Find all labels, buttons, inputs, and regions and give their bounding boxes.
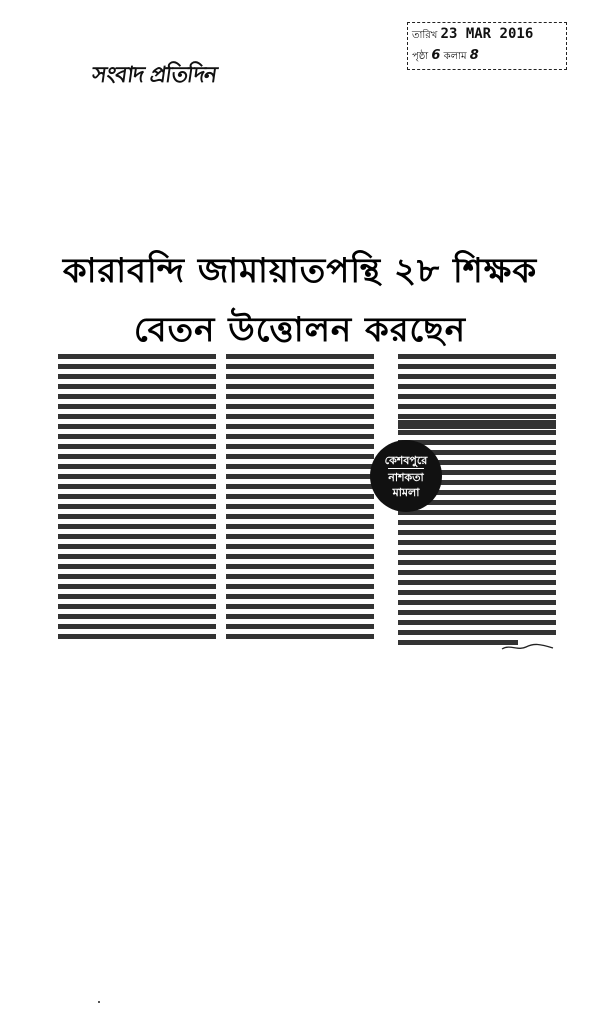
stamp-page-number: 6 [431,48,441,63]
handwritten-mark [500,642,555,652]
stamp-page-row [412,48,479,66]
stamp-page-label: পৃষ্ঠা [412,51,429,62]
kicker-line-1: কেশবপুরে [384,453,428,467]
kicker-badge [370,440,442,512]
illegible-text-texture [226,352,376,652]
stamp-date-label: তারিখ [412,30,438,41]
article-column-1 [58,352,218,652]
stamp-date-row [412,26,533,45]
stamp-column-number: 8 [469,48,479,63]
stamp-column-label: কলাম [443,51,467,62]
scan-speck [98,1001,100,1003]
headline-line-1: কারাবন্দি জামায়াতপন্থি ২৮ শিক্ষক [62,251,538,291]
kicker-line-2: নাশকতা [388,468,423,485]
kicker-line-3: মামলা [392,485,420,499]
masthead-logo: সংবাদ প্রতিদিন [90,62,219,88]
archive-stamp [407,22,567,70]
headline-line-2: বেতন উত্তোলন করছেন [133,310,467,350]
article-column-2 [226,352,376,652]
illegible-text-texture [58,352,218,652]
stamp-date: 23 MAR 2016 [440,26,534,42]
